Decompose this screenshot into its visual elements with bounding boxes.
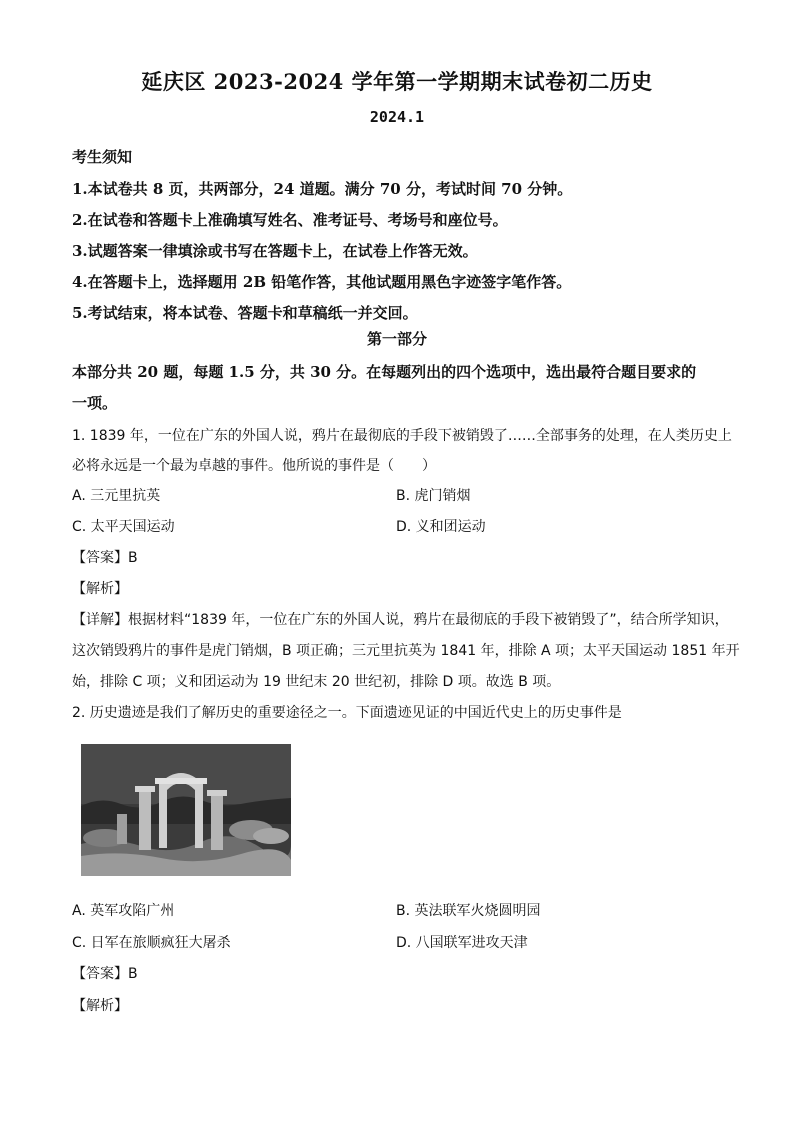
q1-stem-line2: 必将永远是一个最为卓越的事件。他所说的事件是（ ） [72, 458, 436, 474]
q1-option-d: D. 义和团运动 [396, 519, 486, 535]
q1-answer: 【答案】B [72, 550, 138, 566]
q2-option-a: A. 英军攻陷广州 [72, 903, 175, 919]
q2-option-c: C. 日军在旅顺疯狂大屠杀 [72, 935, 231, 951]
q1-option-b: B. 虎门销烟 [396, 488, 471, 504]
q1-detail-line2: 这次销毁鸦片的事件是虎门销烟，B 项正确；三元里抗英为 1841 年，排除 A 项；太平天国运动 1851 年开 [72, 643, 740, 659]
notice-item-3: 3.试题答案一律填涂或书写在答题卡上，在试卷上作答无效。 [72, 242, 478, 260]
part1-intro-line2: 一项。 [72, 394, 118, 412]
q2-option-b: B. 英法联军火烧圆明园 [396, 903, 541, 919]
notice-heading: 考生须知 [72, 148, 133, 166]
q1-analysis-label: 【解析】 [72, 581, 128, 597]
q1-option-c: C. 太平天国运动 [72, 519, 175, 535]
q2-option-d: D. 八国联军进攻天津 [396, 935, 528, 951]
q2-stem: 2. 历史遗迹是我们了解历史的重要途径之一。下面遗迹见证的中国近代史上的历史事件是 [72, 705, 622, 721]
q2-answer: 【答案】B [72, 966, 138, 982]
notice-item-1: 1.本试卷共 8 页，共两部分，24 道题。满分 70 分，考试时间 70 分钟。 [72, 180, 573, 198]
ruins-illustration [81, 744, 291, 876]
q2-analysis-label: 【解析】 [72, 998, 128, 1014]
notice-item-2: 2.在试卷和答题卡上准确填写姓名、准考证号、考场号和座位号。 [72, 211, 508, 229]
q1-detail-line1: 【详解】根据材料“1839 年，一位在广东的外国人说，鸦片在最彻底的手段下被销毁了”，结合所学知识， [72, 612, 729, 628]
q1-detail-line3: 始，排除 C 项；义和团运动为 19 世纪末 20 世纪初，排除 D 项。故选 B 项。 [72, 674, 561, 690]
q1-stem-line1: 1. 1839 年，一位在广东的外国人说，鸦片在最彻底的手段下被销毁了……全部事务的处理，在人类历史上 [72, 428, 732, 444]
exam-date: 2024.1 [369, 108, 425, 126]
q1-option-a: A. 三元里抗英 [72, 488, 161, 504]
notice-item-5: 5.考试结束，将本试卷、答题卡和草稿纸一并交回。 [72, 304, 418, 322]
notice-item-4: 4.在答题卡上，选择题用 2B 铅笔作答，其他试题用黑色字迹签字笔作答。 [72, 273, 572, 291]
ruins-photo [81, 744, 291, 876]
part1-intro-line1: 本部分共 20 题，每题 1.5 分，共 30 分。在每题列出的四个选项中，选出最符合题目要求的 [72, 363, 697, 381]
page-title: 延庆区 2023-2024 学年第一学期期末试卷初二历史 [141, 69, 653, 94]
part1-title: 第一部分 [366, 330, 427, 348]
